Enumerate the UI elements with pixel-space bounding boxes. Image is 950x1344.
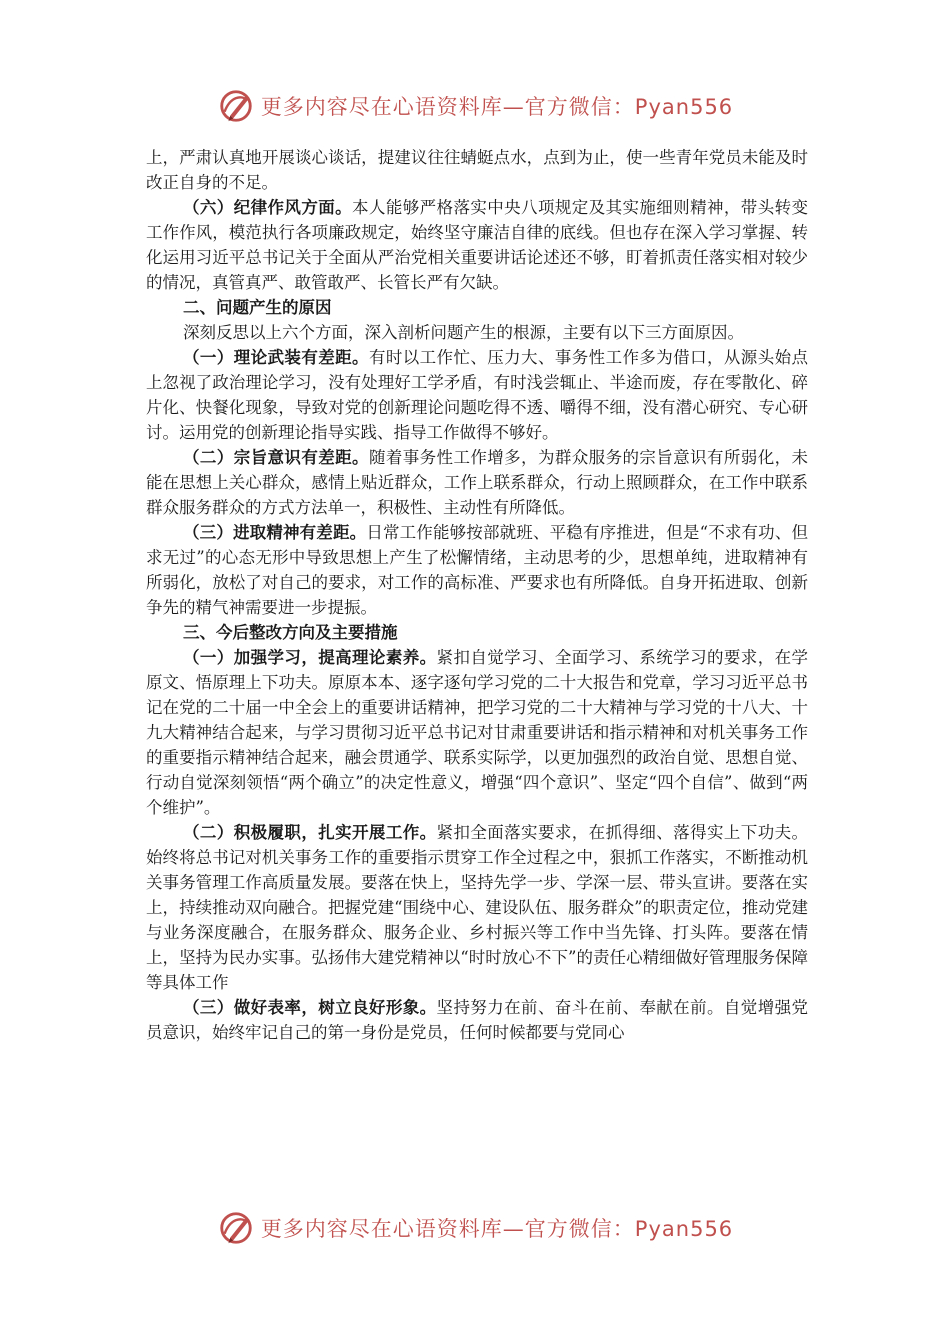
header-watermark-banner (0, 84, 950, 128)
paragraph: 上，严肃认真地开展谈心谈话，提建议往往蜻蜓点水，点到为止，使一些青年党员未能及时改正自身的不足。 (146, 148, 808, 192)
pen-swirl-logo-icon (217, 1209, 255, 1247)
paragraph: （二）积极履职，扎实开展工作。紧扣全面落实要求，在抓得细、落得实上下功夫。始终将总书记对机关事务工作的重要指示贯穿工作全过程之中，狠抓工作落实，不断推动机关事务管理工作高质量发展。要落在快上，坚持先学一步、学深一层、带头宣讲。要落在实上，持续推动双向融合。把握党建“围绕中心、建设队伍、服务群众”的职责定位，推动党建与业务深度融合，在服务群众、服务企业、乡村振兴等工作中当先锋、打头阵。要落在情上，坚持为民办实事。弘扬伟大建党精神以“时时放心不下”的责任心精细做好管理服务保障等具体工作 (146, 823, 809, 992)
footer-watermark-banner (0, 1206, 950, 1250)
document-body (146, 145, 808, 1045)
paragraph: （二）宗旨意识有差距。随着事务性工作增多，为群众服务的宗旨意识有所弱化，未能在思想上关心群众，感情上贴近群众，工作上联系群众，行动上照顾群众，在工作中联系群众服务群众的方式方法单一，积极性、主动性有所降低。 (146, 448, 809, 517)
paragraph: （六）纪律作风方面。本人能够严格落实中央八项规定及其实施细则精神，带头转变工作作风，模范执行各项廉政规定，始终坚守廉洁自律的底线。但也存在深入学习掌握、转化运用习近平总书记关于全面从严治党相关重要讲话论述还不够，盯着抓责任落实相对较少的情况，真管真严、敢管敢严、长管长严有欠缺。 (146, 198, 809, 292)
pen-swirl-logo-icon (217, 87, 255, 125)
paragraph: （三）做好表率，树立良好形象。坚持努力在前、奋斗在前、奉献在前。自觉增强党员意识，始终牢记自己的第一身份是党员，任何时候都要与党同心 (146, 998, 809, 1042)
watermark-text: 更多内容尽在心语资料库—官方微信：Pyan556 (260, 95, 734, 119)
paragraph: （一）理论武装有差距。有时以工作忙、压力大、事务性工作多为借口，从源头始点上忽视了政治理论学习，没有处理好工学矛盾，有时浅尝辄止、半途而废，存在零散化、碎片化、快餐化现象，导致对党的创新理论问题吃得不透、嚼得不细，没有潜心研究、专心研讨。运用党的创新理论指导实践、指导工作做得不够好。 (146, 348, 809, 442)
section-heading: 三、今后整改方向及主要措施 (183, 623, 398, 642)
section-heading: 二、问题产生的原因 (183, 298, 332, 317)
paragraph: （一）加强学习，提高理论素养。紧扣自觉学习、全面学习、系统学习的要求，在学原文、悟原理上下功夫。原原本本、逐字逐句学习党的二十大报告和党章，学习习近平总书记在党的二十届一中全会上的重要讲话精神，把学习党的二十大精神与学习党的十八大、十九大精神结合起来，与学习贯彻习近平总书记对甘肃重要讲话和指示精神和对机关事务工作的重要指示精神结合起来，融会贯通学、联系实际学，以更加强烈的政治自觉、思想自觉、行动自觉深刻领悟“两个确立”的决定性意义，增强“四个意识”、坚定“四个自信”、做到“两个维护”。 (146, 648, 809, 817)
watermark-text: 更多内容尽在心语资料库—官方微信：Pyan556 (260, 1217, 734, 1241)
paragraph: 深刻反思以上六个方面，深入剖析问题产生的根源，主要有以下三方面原因。 (183, 323, 744, 342)
paragraph: （三）进取精神有差距。日常工作能够按部就班、平稳有序推进，但是“不求有功、但求无过”的心态无形中导致思想上产生了松懈情绪，主动思考的少，思想单纯，进取精神有所弱化，放松了对自己的要求，对工作的高标准、严要求也有所降低。自身开拓进取、创新争先的精气神需要进一步提振。 (146, 523, 809, 617)
